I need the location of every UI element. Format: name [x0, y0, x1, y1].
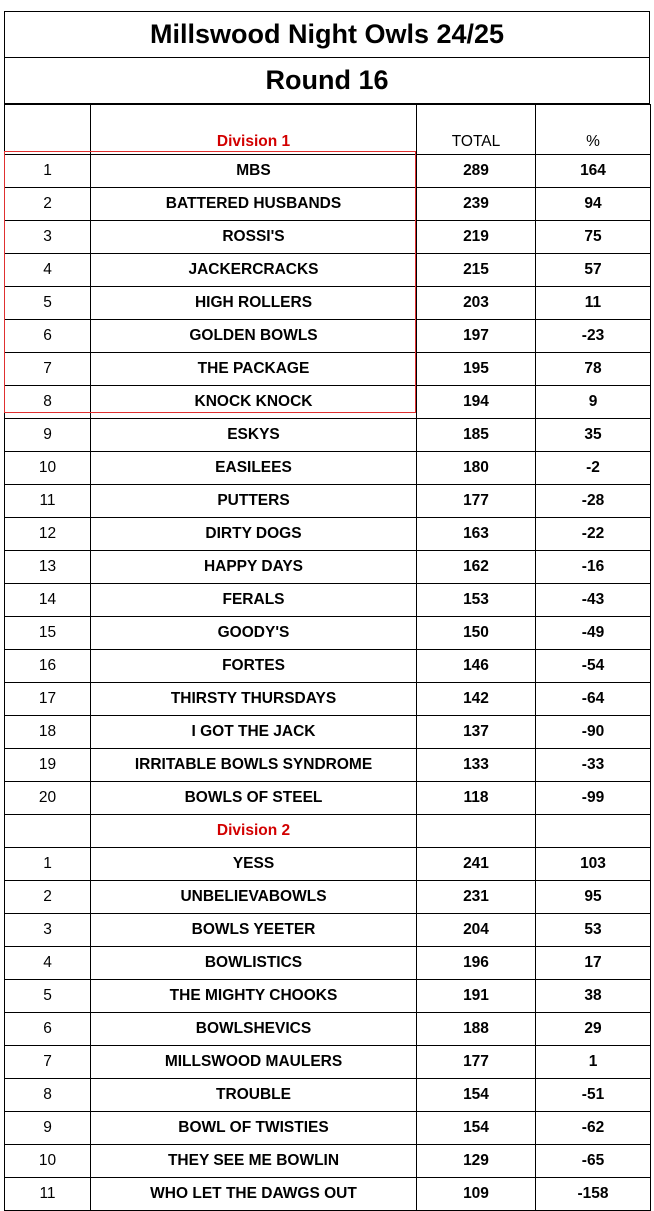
percent-cell: -65: [536, 1145, 651, 1178]
team-name-cell: PUTTERS: [91, 485, 417, 518]
table-row: [5, 188, 651, 221]
table-row: [5, 353, 651, 386]
rank-cell: 2: [5, 881, 91, 914]
rank-header-cell: [5, 105, 91, 155]
table-row: [5, 914, 651, 947]
rank-cell: 5: [5, 980, 91, 1013]
total-cell: 204: [417, 914, 536, 947]
percent-cell: 94: [536, 188, 651, 221]
team-name-cell: BOWL OF TWISTIES: [91, 1112, 417, 1145]
percent-cell: -23: [536, 320, 651, 353]
table-row: [5, 947, 651, 980]
rank-cell: 10: [5, 1145, 91, 1178]
team-name-cell: UNBELIEVABOWLS: [91, 881, 417, 914]
rank-cell: 8: [5, 1079, 91, 1112]
percent-cell: -90: [536, 716, 651, 749]
percent-cell: -62: [536, 1112, 651, 1145]
rank-cell: 9: [5, 419, 91, 452]
table-row: [5, 221, 651, 254]
table-row: [5, 452, 651, 485]
team-name-cell: ESKYS: [91, 419, 417, 452]
table-row: [5, 155, 651, 188]
percent-cell: 78: [536, 353, 651, 386]
percent-cell: -22: [536, 518, 651, 551]
table-row: [5, 848, 651, 881]
team-name-cell: THE MIGHTY CHOOKS: [91, 980, 417, 1013]
percent-cell: -54: [536, 650, 651, 683]
percent-header-cell: [536, 815, 651, 848]
rank-cell: 17: [5, 683, 91, 716]
table-row: [5, 287, 651, 320]
percent-cell: -16: [536, 551, 651, 584]
rank-cell: 18: [5, 716, 91, 749]
percent-cell: 11: [536, 287, 651, 320]
total-cell: 215: [417, 254, 536, 287]
percent-cell: 57: [536, 254, 651, 287]
division-1-header-row: [5, 105, 651, 155]
rank-cell: 14: [5, 584, 91, 617]
table-row: [5, 254, 651, 287]
total-cell: 153: [417, 584, 536, 617]
table-row: [5, 584, 651, 617]
percent-cell: 1: [536, 1046, 651, 1079]
table-row: [5, 980, 651, 1013]
total-cell: 191: [417, 980, 536, 1013]
total-cell: 163: [417, 518, 536, 551]
team-name-cell: TROUBLE: [91, 1079, 417, 1112]
table-row: [5, 782, 651, 815]
percent-cell: 53: [536, 914, 651, 947]
team-name-cell: I GOT THE JACK: [91, 716, 417, 749]
percent-cell: 164: [536, 155, 651, 188]
percent-cell: -49: [536, 617, 651, 650]
table-row: [5, 386, 651, 419]
percent-cell: 103: [536, 848, 651, 881]
percent-cell: -99: [536, 782, 651, 815]
division-2-header-row: [5, 815, 651, 848]
table-row: [5, 716, 651, 749]
percent-cell: -43: [536, 584, 651, 617]
total-cell: 185: [417, 419, 536, 452]
total-cell: 150: [417, 617, 536, 650]
total-cell: 180: [417, 452, 536, 485]
percent-cell: 17: [536, 947, 651, 980]
total-cell: 162: [417, 551, 536, 584]
rank-cell: 12: [5, 518, 91, 551]
total-cell: 196: [417, 947, 536, 980]
table-row: [5, 617, 651, 650]
team-name-cell: HIGH ROLLERS: [91, 287, 417, 320]
table-row: [5, 419, 651, 452]
table-row: [5, 551, 651, 584]
round-subtitle: Round 16: [4, 58, 650, 104]
rank-cell: 15: [5, 617, 91, 650]
standings-table: [4, 104, 651, 1211]
total-cell: 129: [417, 1145, 536, 1178]
rank-cell: 1: [5, 155, 91, 188]
team-name-cell: MBS: [91, 155, 417, 188]
team-name-cell: JACKERCRACKS: [91, 254, 417, 287]
table-row: [5, 1145, 651, 1178]
percent-cell: -28: [536, 485, 651, 518]
rank-cell: 6: [5, 1013, 91, 1046]
total-cell: 177: [417, 485, 536, 518]
percent-cell: 35: [536, 419, 651, 452]
team-name-cell: THE PACKAGE: [91, 353, 417, 386]
total-cell: 239: [417, 188, 536, 221]
table-row: [5, 881, 651, 914]
rank-cell: 1: [5, 848, 91, 881]
total-cell: 219: [417, 221, 536, 254]
table-row: [5, 485, 651, 518]
rank-cell: 10: [5, 452, 91, 485]
table-row: [5, 749, 651, 782]
total-cell: 194: [417, 386, 536, 419]
team-name-cell: FERALS: [91, 584, 417, 617]
rank-cell: 7: [5, 353, 91, 386]
team-name-cell: BATTERED HUSBANDS: [91, 188, 417, 221]
percent-cell: -158: [536, 1178, 651, 1211]
team-name-cell: THEY SEE ME BOWLIN: [91, 1145, 417, 1178]
rank-cell: 9: [5, 1112, 91, 1145]
sheet-title: Millswood Night Owls 24/25: [4, 11, 650, 58]
team-name-cell: BOWLISTICS: [91, 947, 417, 980]
team-name-cell: WHO LET THE DAWGS OUT: [91, 1178, 417, 1211]
division-1-label: Division 1: [91, 105, 417, 155]
rank-cell: 8: [5, 386, 91, 419]
rank-cell: 20: [5, 782, 91, 815]
table-row: [5, 683, 651, 716]
team-name-cell: EASILEES: [91, 452, 417, 485]
total-cell: 241: [417, 848, 536, 881]
standings-table-body: [5, 105, 651, 1211]
total-cell: 137: [417, 716, 536, 749]
table-row: [5, 650, 651, 683]
rank-cell: 19: [5, 749, 91, 782]
percent-cell: -33: [536, 749, 651, 782]
team-name-cell: MILLSWOOD MAULERS: [91, 1046, 417, 1079]
table-row: [5, 1013, 651, 1046]
team-name-cell: GOODY'S: [91, 617, 417, 650]
percent-cell: -2: [536, 452, 651, 485]
team-name-cell: IRRITABLE BOWLS SYNDROME: [91, 749, 417, 782]
team-name-cell: THIRSTY THURSDAYS: [91, 683, 417, 716]
team-name-cell: ROSSI'S: [91, 221, 417, 254]
rank-cell: 13: [5, 551, 91, 584]
total-cell: 197: [417, 320, 536, 353]
rank-cell: 2: [5, 188, 91, 221]
rank-cell: 5: [5, 287, 91, 320]
team-name-cell: YESS: [91, 848, 417, 881]
rank-cell: 4: [5, 254, 91, 287]
division-2-label: Division 2: [91, 815, 417, 848]
percent-cell: 95: [536, 881, 651, 914]
percent-cell: -51: [536, 1079, 651, 1112]
percent-cell: -64: [536, 683, 651, 716]
rank-cell: 16: [5, 650, 91, 683]
table-row: [5, 1046, 651, 1079]
total-cell: 154: [417, 1112, 536, 1145]
table-row: [5, 1112, 651, 1145]
total-cell: 154: [417, 1079, 536, 1112]
total-cell: 118: [417, 782, 536, 815]
table-row: [5, 518, 651, 551]
table-row: [5, 1178, 651, 1211]
total-cell: 146: [417, 650, 536, 683]
rank-cell: 6: [5, 320, 91, 353]
table-row: [5, 320, 651, 353]
percent-cell: 29: [536, 1013, 651, 1046]
percent-cell: 75: [536, 221, 651, 254]
total-cell: 231: [417, 881, 536, 914]
percent-cell: 38: [536, 980, 651, 1013]
team-name-cell: KNOCK KNOCK: [91, 386, 417, 419]
percent-cell: 9: [536, 386, 651, 419]
table-row: [5, 1079, 651, 1112]
total-cell: 109: [417, 1178, 536, 1211]
total-cell: 289: [417, 155, 536, 188]
team-name-cell: BOWLS OF STEEL: [91, 782, 417, 815]
rank-cell: 7: [5, 1046, 91, 1079]
rank-cell: 11: [5, 485, 91, 518]
total-cell: 188: [417, 1013, 536, 1046]
total-cell: 195: [417, 353, 536, 386]
total-cell: 203: [417, 287, 536, 320]
total-cell: 177: [417, 1046, 536, 1079]
rank-cell: 4: [5, 947, 91, 980]
team-name-cell: BOWLSHEVICS: [91, 1013, 417, 1046]
team-name-cell: BOWLS YEETER: [91, 914, 417, 947]
team-name-cell: FORTES: [91, 650, 417, 683]
percent-column-header: %: [536, 105, 651, 155]
total-column-header: TOTAL: [417, 105, 536, 155]
total-cell: 142: [417, 683, 536, 716]
team-name-cell: GOLDEN BOWLS: [91, 320, 417, 353]
rank-cell: 11: [5, 1178, 91, 1211]
total-cell: 133: [417, 749, 536, 782]
team-name-cell: DIRTY DOGS: [91, 518, 417, 551]
total-header-cell: [417, 815, 536, 848]
rank-header-cell: [5, 815, 91, 848]
rank-cell: 3: [5, 914, 91, 947]
team-name-cell: HAPPY DAYS: [91, 551, 417, 584]
rank-cell: 3: [5, 221, 91, 254]
